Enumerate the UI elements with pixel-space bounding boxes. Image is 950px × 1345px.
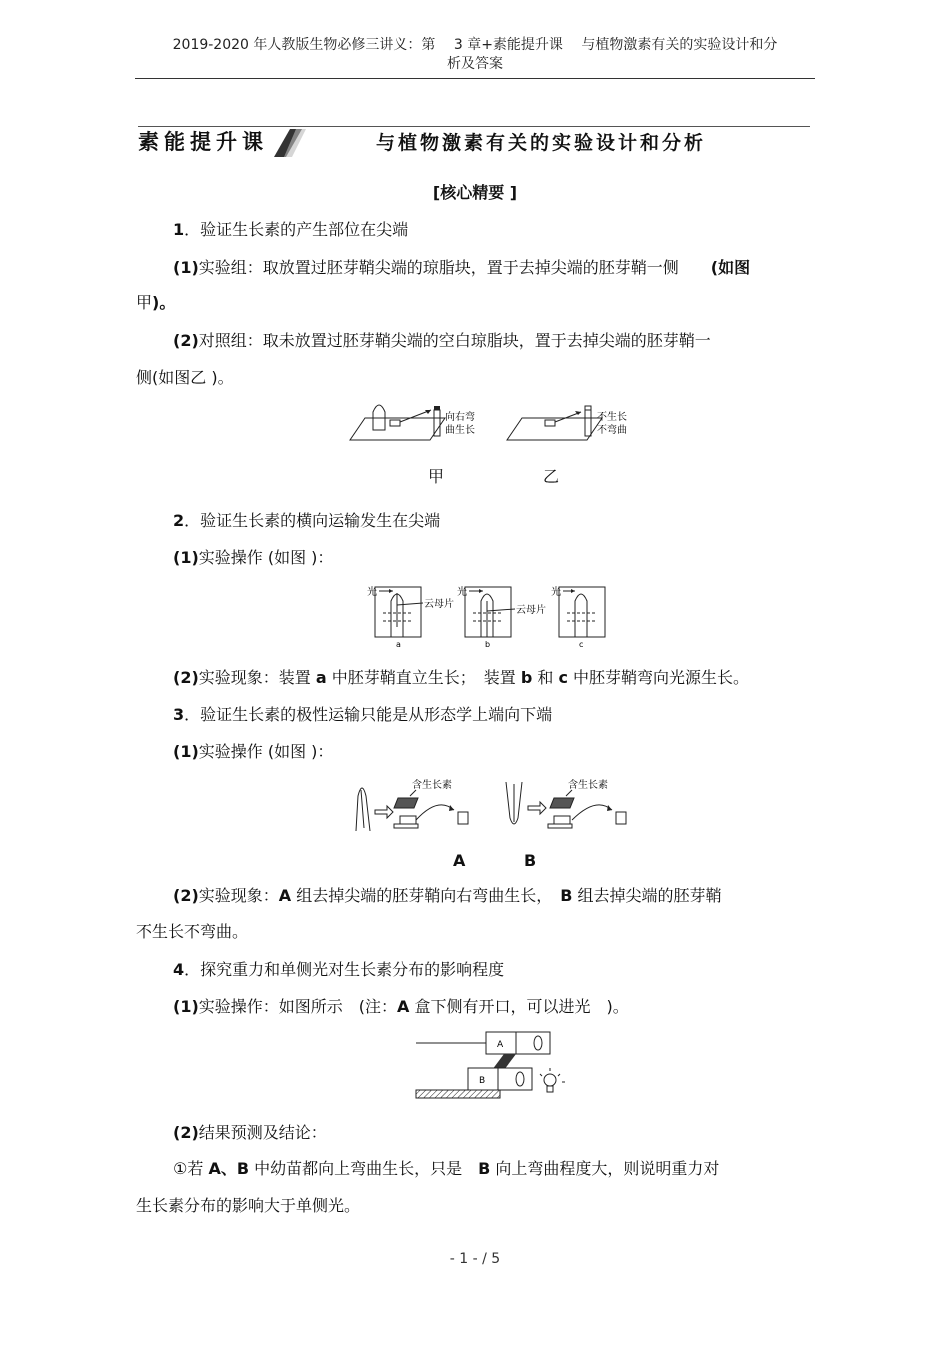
item-2-sub-2-b: b <box>520 668 533 687</box>
item-2-sub-1-text: 实验操作 (如图 )： <box>198 548 334 567</box>
item-2-sub-1-number: (1) <box>173 548 199 567</box>
item-4-sub-1 <box>173 996 629 1018</box>
figure-2-light-c: 光 <box>551 587 561 598</box>
item-4-sub-1-number: (1) <box>173 997 199 1016</box>
figure-1-yi-label-1: 不生长 <box>597 412 627 423</box>
page-header <box>135 36 815 74</box>
bulb-icon <box>540 1068 565 1092</box>
item-1-sub-1-line-1 <box>173 257 750 279</box>
item-1-sub-1-text: 实验组：取放置过胚芽鞘尖端的琼脂块，置于去掉尖端的胚芽鞘一侧 <box>198 258 711 277</box>
item-4-result-1-text-1: ①若 <box>173 1159 209 1178</box>
figure-1-jia-label-2: 曲生长 <box>445 425 475 436</box>
item-1-title: 验证生长素的产生部位在尖端 <box>200 220 409 239</box>
item-2-sub-2-number: (2) <box>173 668 199 687</box>
item-4-result-1-B: B <box>478 1159 491 1178</box>
item-3-sub-1-number: (1) <box>173 742 199 761</box>
item-2-sub-2-a: a <box>315 668 327 687</box>
item-1-heading: 1．验证生长素的产生部位在尖端 <box>173 220 409 239</box>
item-3-sub-2-B: B <box>560 886 573 905</box>
item-2-sub-2-text-2: 中胚芽鞘直立生长； 装置 <box>326 668 521 687</box>
item-1-sub-1-cont: 甲 <box>136 293 153 312</box>
figure-2-mica-b: 云母片 <box>516 605 546 616</box>
figure-3-label-a: 含生长素 <box>412 780 452 791</box>
item-4-result-1-AB: A、B <box>208 1159 250 1178</box>
figure-4-label-a: A <box>497 1040 504 1050</box>
item-3-sub-2-text-2: 组去掉尖端的胚芽鞘向右弯曲生长， <box>291 886 561 905</box>
item-4-result-1-text-3: 向上弯曲程度大，则说明重力对 <box>490 1159 720 1178</box>
item-2-sub-2 <box>173 667 749 689</box>
figure-3-caption-a: A <box>453 851 466 870</box>
item-1-sub-2-number: (2) <box>173 331 199 350</box>
figure-1-caption-yi: 乙 <box>543 467 560 486</box>
item-4-number: 4 <box>173 960 185 979</box>
item-3-number: 3 <box>173 705 185 724</box>
item-4-title: 探究重力和单侧光对生长素分布的影响程度 <box>200 960 505 979</box>
item-2-sub-2-text-3: 和 <box>532 668 559 687</box>
item-2-title: 验证生长素的横向运输发生在尖端 <box>200 511 441 530</box>
item-1-sub-1-paren: (如图 <box>710 258 751 277</box>
item-1-sub-2-line-2: 侧(如图乙 )。 <box>136 368 234 387</box>
banner-label: 素能提升课 <box>138 130 268 154</box>
item-3-sub-2-A: A <box>278 886 292 905</box>
item-4-sub-1-A: A <box>397 997 410 1016</box>
figure-3-diagram <box>350 776 640 836</box>
item-1-sub-2-line-1 <box>173 330 711 352</box>
item-2-sub-2-text-4: 中胚芽鞘弯向光源生长。 <box>567 668 750 687</box>
figure-1-diagram <box>345 400 645 448</box>
item-4-sub-1-text-1: 实验操作：如图所示 (注： <box>198 997 398 1016</box>
item-3-sub-2-line-2: 不生长不弯曲。 <box>136 922 249 941</box>
item-3-title: 验证生长素的极性运输只能是从形态学上端向下端 <box>200 705 553 724</box>
item-4-result-1-text-2: 中幼苗都向上弯曲生长，只是 <box>249 1159 479 1178</box>
item-2-heading: 2．验证生长素的横向运输发生在尖端 <box>173 511 441 530</box>
banner-rule <box>138 126 810 127</box>
figure-4-box-a <box>416 1032 550 1070</box>
figure-1-caption-jia: 甲 <box>428 467 445 486</box>
item-1-sub-2-text: 对照组：取未放置过胚芽鞘尖端的空白琼脂块，置于去掉尖端的胚芽鞘一 <box>198 331 711 350</box>
figure-3-group-a <box>356 778 468 831</box>
figure-2-device-c <box>551 585 605 649</box>
item-4-sub-1-text-2: 盒下侧有开口，可以进光 )。 <box>409 997 629 1016</box>
item-3-sub-1-text: 实验操作 (如图 )： <box>198 742 334 761</box>
figure-2-mica-a: 云母片 <box>424 599 454 610</box>
item-1-sub-1-line-2 <box>136 292 175 314</box>
item-2-sub-2-c: c <box>558 668 568 687</box>
figure-4-box-b <box>416 1068 532 1098</box>
figure-2-device-b <box>457 585 546 649</box>
figure-4-diagram <box>412 1030 572 1106</box>
item-2-number: 2 <box>173 511 185 530</box>
item-2-sub-1 <box>173 547 333 569</box>
header-line-2: 析及答案 <box>447 56 503 72</box>
item-4-sub-2 <box>173 1122 327 1144</box>
item-3-sub-2-text-1: 实验现象： <box>198 886 279 905</box>
figure-3-group-b <box>506 778 626 828</box>
item-3-sub-1 <box>173 741 333 763</box>
item-1-sub-1-close: )。 <box>152 293 176 312</box>
banner-slash-icon <box>272 127 306 159</box>
figure-2-label-c: c <box>579 640 584 649</box>
figure-2-light-a: 光 <box>367 587 377 598</box>
item-3-sub-2-text-3: 组去掉尖端的胚芽鞘 <box>572 886 722 905</box>
page-number: - 1 - / 5 <box>449 1251 501 1267</box>
figure-1-jia <box>350 405 475 440</box>
figure-3-caption-b: B <box>524 851 537 870</box>
item-4-sub-2-number: (2) <box>173 1123 199 1142</box>
item-1-sub-1-number: (1) <box>173 258 199 277</box>
figure-4-label-b: B <box>479 1076 486 1086</box>
figure-2-label-a: a <box>396 640 401 649</box>
figure-2-label-b: b <box>485 640 491 649</box>
item-3-sub-2-number: (2) <box>173 886 199 905</box>
item-4-result-1-line-1 <box>173 1158 719 1180</box>
section-heading: [核心精要 ] <box>432 183 518 202</box>
item-4-sub-2-text: 结果预测及结论： <box>198 1123 327 1142</box>
item-1-number: 1 <box>173 220 185 239</box>
figure-1-yi <box>507 406 627 440</box>
item-3-heading: 3．验证生长素的极性运输只能是从形态学上端向下端 <box>173 705 553 724</box>
figure-2-device-a <box>367 585 454 649</box>
header-line-1: 2019-2020 年人教版生物必修三讲义：第 3 章+素能提升课 与植物激素有关的实验设计和分 <box>172 37 778 53</box>
header-rule <box>135 78 815 79</box>
figure-3-label-b: 含生长素 <box>568 780 608 791</box>
item-3-sub-2-line-1 <box>173 885 722 907</box>
item-2-sub-2-text-1: 实验现象：装置 <box>198 668 316 687</box>
item-4-heading: 4．探究重力和单侧光对生长素分布的影响程度 <box>173 960 505 979</box>
figure-1-jia-label-1: 向右弯 <box>445 412 475 423</box>
banner-title: 与植物激素有关的实验设计和分析 <box>376 132 707 154</box>
figure-2-light-b: 光 <box>457 587 467 598</box>
figure-1-yi-label-2: 不弯曲 <box>597 425 627 436</box>
item-4-result-1-line-2: 生长素分布的影响大于单侧光。 <box>136 1196 361 1215</box>
figure-2-diagram <box>365 583 615 649</box>
